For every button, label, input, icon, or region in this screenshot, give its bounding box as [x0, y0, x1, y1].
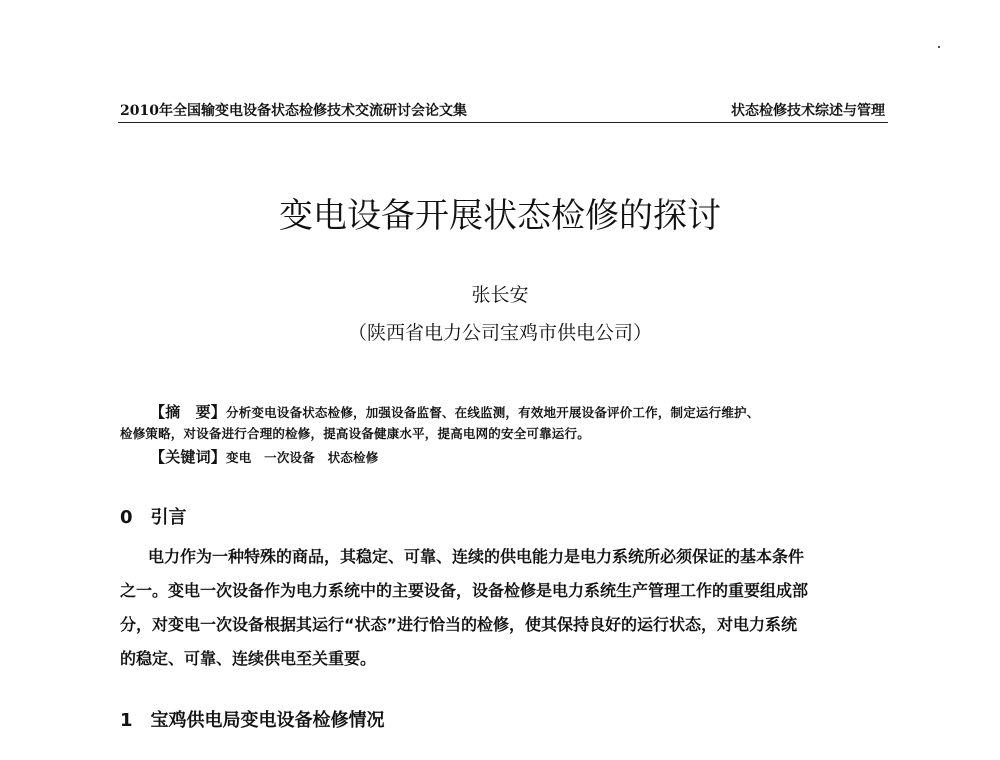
body-line: 之一。变电一次设备作为电力系统中的主要设备，设备检修是电力系统生产管理工作的重要组成部 [120, 581, 809, 600]
affiliation: （陕西省电力公司宝鸡市供电公司） [347, 322, 652, 344]
abstract-line-1: 【摘 要】分析变电设备状态检修，加强设备监督、在线监测，有效地开展设备评价工作，制定运行维护、 [150, 403, 760, 421]
scan-speck [938, 46, 940, 48]
keywords: 【关键词】变电 一次设备 状态检修 [150, 448, 379, 466]
author: 张长安 [471, 284, 529, 306]
body-line: 分，对变电一次设备根据其运行“状态”进行恰当的检修，使其保持良好的运行状态，对电力系统 [120, 615, 798, 634]
body-line: 电力作为一种特殊的商品，其稳定、可靠、连续的供电能力是电力系统所必须保证的基本条件 [148, 547, 805, 566]
running-header-left: 2010年全国输变电设备状态检修技术交流研讨会论文集 [120, 103, 467, 119]
abstract-line-2: 检修策略，对设备进行合理的检修，提高设备健康水平，提高电网的安全可靠运行。 [120, 426, 590, 441]
body-line: 的稳定、可靠、连续供电至关重要。 [120, 649, 377, 668]
section-heading: 1 宝鸡供电局变电设备检修情况 [120, 710, 385, 731]
section-heading: 0 引言 [120, 507, 187, 528]
abstract-label: 【摘 要】 [150, 403, 227, 421]
keywords-label: 【关键词】 [150, 448, 227, 466]
header-rule [118, 122, 888, 123]
running-header-right: 状态检修技术综述与管理 [731, 103, 885, 119]
paper-title: 变电设备开展状态检修的探讨 [279, 196, 721, 236]
